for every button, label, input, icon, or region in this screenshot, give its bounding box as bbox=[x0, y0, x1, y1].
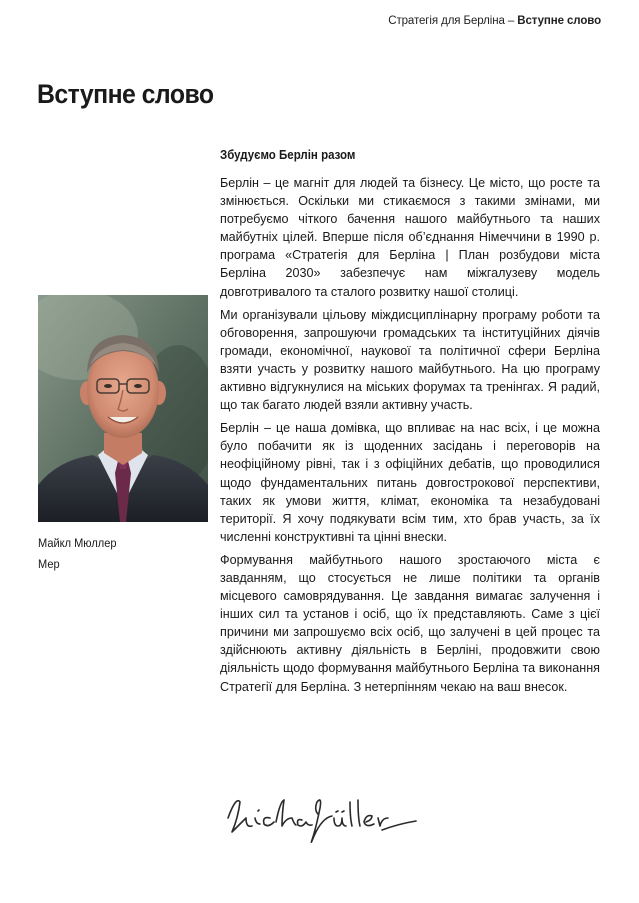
article-body bbox=[220, 148, 600, 701]
article-subheading: Збудуємо Берлін разом bbox=[220, 148, 356, 162]
mayor-portrait-photo bbox=[38, 295, 208, 522]
running-header-title: Стратегія для Берліна – bbox=[388, 15, 518, 27]
author-name: Майкл Мюллер bbox=[38, 536, 117, 550]
running-header-section: Вступне слово bbox=[517, 15, 601, 27]
portrait-caption bbox=[38, 533, 116, 575]
running-header bbox=[388, 15, 601, 27]
article-paragraph: Берлін – це магніт для людей та бізнесу. Це місто, що росте та змінюється. Оскільки ми стикаємося з такими змінами, ми потребуємо чіткого бачення нашого майбутнього та наших майбутніх цілей. Вперше після об’єднання Німеччини в 1990 р. програма «Стратегія для Берліна | План розбудови міста Берліна 2030» забезпечує нам міжгалузеву модель довготривалого та сталого розвитку нашої столиці. bbox=[220, 176, 600, 299]
handwritten-signature bbox=[222, 788, 422, 848]
article-paragraph: Ми організували цільову міждисциплінарну програму роботи та обговорення, запрошуючи громадських та інституційних діячів громади, економічної, наукової та політичної сфери Берліна взяти участь у розвитку нашого майбутнього. На цю програму активно відгукнулися на міських форумах та тренінгах. Я радий, що так багато людей взяли активну участь. bbox=[220, 307, 600, 413]
author-role: Мер bbox=[38, 557, 60, 571]
article-paragraph: Формування майбутнього нашого зростаючого міста є завданням, що стосується не лише політики та органів місцевого самоврядування. Це завдання вимагає залучення і інших сил та установ і осіб, що їх представляють. Саме з цієї причини ми запрошуємо всіх осіб, що залучені в цей процес та здійснюють активну діяльність в Берліні, продовжити свою діяльність щодо формування майбутнього Берліна та виконання Стратегії для Берліна. З нетерпінням чекаю на ваш внесок. bbox=[220, 552, 600, 694]
article-paragraph: Берлін – це наша домівка, що впливає на нас всіх, і це можна було побачити як із щоденних засідань і переговорів на неофіційному рівні, так і з офіційних дебатів, що проводилися щодо фундаментальних питань довгострокової перспективи, таких як умови життя, клімат, економіка та незабудовані території. Я хочу подякувати всім тим, хто брав участь, за їх численні конструктивні та цінні внески. bbox=[220, 421, 600, 544]
page-title: Вступне слово bbox=[37, 79, 214, 109]
